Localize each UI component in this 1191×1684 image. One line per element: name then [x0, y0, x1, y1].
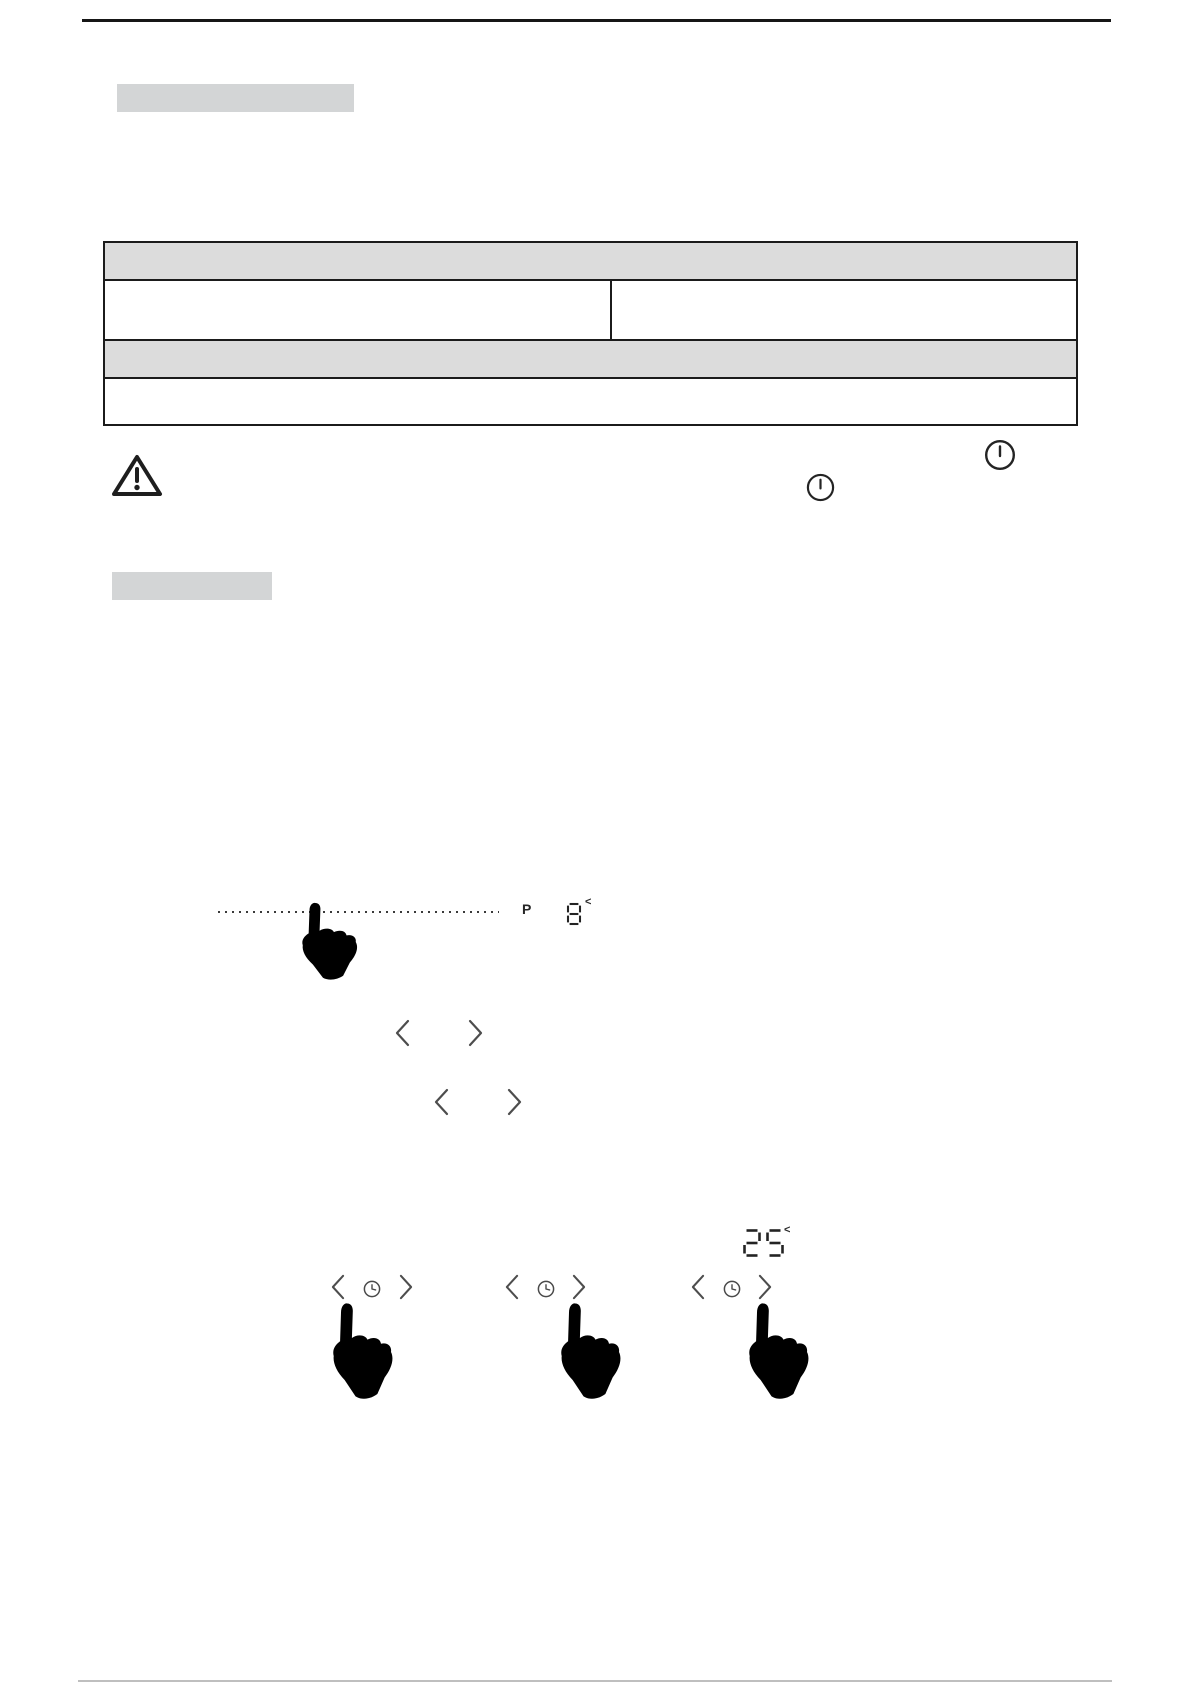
- page-bottom-rule: [78, 1680, 1112, 1682]
- chevron-left-icon: [434, 1088, 449, 1116]
- power-button-icon: [805, 472, 836, 503]
- redacted-heading-block-1: [117, 84, 354, 112]
- power-level-display: [566, 902, 582, 926]
- pointing-hand-icon: [737, 1301, 817, 1403]
- chevron-left-icon: [691, 1274, 705, 1300]
- warning-triangle-icon: [110, 452, 164, 499]
- spec-table-subheader-row: [105, 341, 1076, 379]
- chevron-left-icon: [505, 1274, 519, 1300]
- chevron-left-icon: [331, 1274, 345, 1300]
- pointing-hand-icon: [549, 1301, 629, 1403]
- seven-segment-digit: [742, 1228, 762, 1258]
- power-display-marker: <: [585, 896, 592, 908]
- pointing-hand-icon: [291, 901, 365, 983]
- timer-clock-icon: [723, 1280, 741, 1298]
- spec-table-body-row: [105, 281, 1076, 341]
- timer-minutes-display: [742, 1228, 785, 1258]
- power-indicator-letter: P: [522, 901, 532, 917]
- page-top-rule: [82, 19, 1111, 22]
- chevron-left-icon: [395, 1019, 410, 1047]
- chevron-right-icon: [399, 1274, 413, 1300]
- chevron-right-icon: [572, 1274, 586, 1300]
- spec-table-footer-row: [105, 379, 1076, 418]
- timer-display-marker: <: [784, 1224, 791, 1236]
- timer-clock-icon: [537, 1280, 555, 1298]
- seven-segment-digit: [566, 902, 582, 926]
- chevron-right-icon: [507, 1088, 522, 1116]
- spec-table-header-row: [105, 243, 1076, 281]
- seven-segment-digit: [765, 1228, 785, 1258]
- spec-table-column-divider: [610, 281, 612, 339]
- spec-table: [103, 241, 1078, 426]
- redacted-heading-block-2: [112, 572, 272, 600]
- chevron-right-icon: [758, 1274, 772, 1300]
- power-button-icon: [983, 438, 1017, 472]
- pointing-hand-icon: [321, 1301, 401, 1403]
- chevron-right-icon: [468, 1019, 483, 1047]
- timer-clock-icon: [363, 1280, 381, 1298]
